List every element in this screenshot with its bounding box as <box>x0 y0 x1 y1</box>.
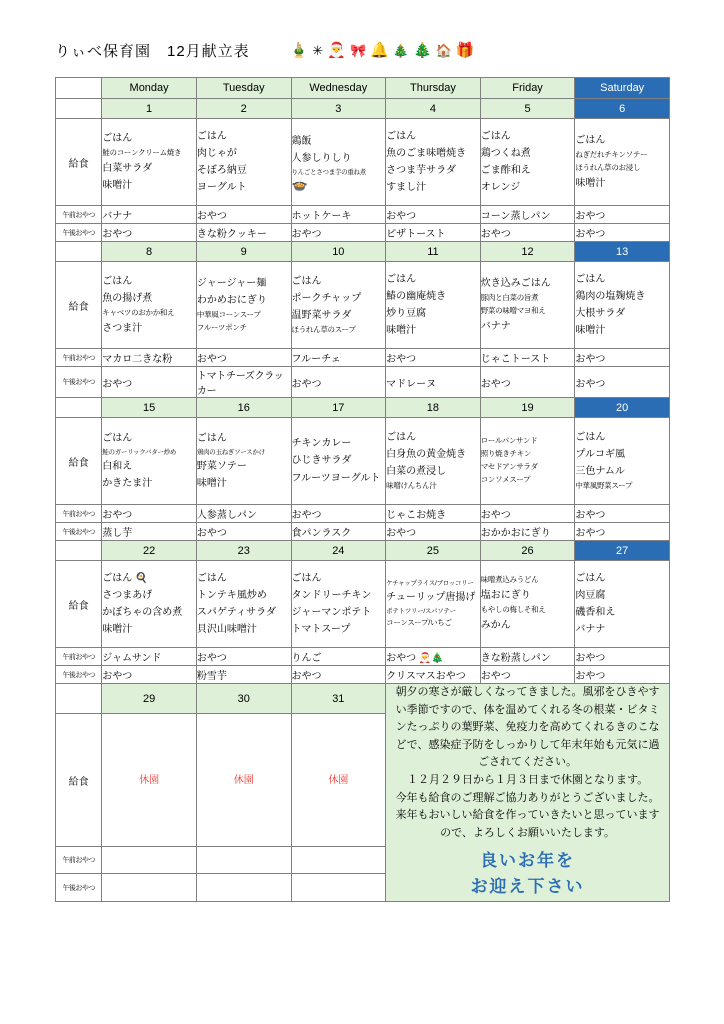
date-cell: 10 <box>291 242 386 262</box>
meal-item: ロールパンサンド <box>480 436 538 446</box>
am-snack-cell: おやつ <box>196 648 291 666</box>
meal-item: 味噌汁 <box>386 325 417 337</box>
am-snack-cell <box>291 846 386 873</box>
am-snack-cell: おやつ <box>575 349 670 367</box>
pm-snack-cell: おやつ <box>291 666 386 684</box>
meal-item: 中華風コーンスープ <box>196 310 261 320</box>
header-thursday: Thursday <box>386 78 481 99</box>
am-snack-row-week1 <box>56 206 670 224</box>
pm-snack-row-week2 <box>56 367 670 398</box>
closed-cell: 休園 <box>102 714 197 846</box>
meal-item: ごはん <box>102 432 133 444</box>
date-cell: 20 <box>575 398 670 418</box>
page-title: りぃべ保育園 12月献立表 <box>55 42 250 60</box>
am-snack-cell: おやつ <box>480 505 575 523</box>
meal-item: スパゲティサラダ <box>196 607 277 618</box>
pm-snack-cell: おやつ <box>196 523 291 541</box>
am-snack-cell: おやつ <box>386 206 481 224</box>
meal-item: ヨーグルト <box>196 182 247 194</box>
meal-item: ごはん 🍳 <box>102 572 148 584</box>
meal-cell <box>196 561 291 648</box>
meal-item: ごはん <box>291 275 322 287</box>
date-cell: 1 <box>102 99 197 119</box>
meal-item: 鶏つくね煮 <box>480 147 531 159</box>
meal-row-week4 <box>56 561 670 648</box>
sparkle-icon: ✳ <box>312 42 324 58</box>
am-snack-cell: じゃこお焼き <box>386 505 481 523</box>
meal-item: コーンスープ/いちご <box>386 618 452 628</box>
meal-item: ごはん <box>575 431 606 443</box>
date-cell: 15 <box>102 398 197 418</box>
meal-item: さつま芋サラダ <box>386 165 457 176</box>
meal-item: 三色ナムル <box>575 466 625 478</box>
meal-item: ポテトツリー/スパソテー <box>386 608 456 616</box>
meal-item: ジャーマンポテト <box>291 607 372 618</box>
am-snack-cell: おやつ <box>196 349 291 367</box>
date-cell: 22 <box>102 541 197 561</box>
am-snack-cell: おやつ <box>386 349 481 367</box>
meal-item: ごはん <box>102 275 133 287</box>
note-line: ので、よろしくお願いいたします。 <box>440 826 616 839</box>
note-line: 来年もおいしい給食を作っていきたいと思っています <box>395 809 660 822</box>
meal-item: 鶏肉の玉ねぎソースかけ <box>196 448 265 456</box>
am-snack-cell: おやつ <box>196 206 291 224</box>
meal-cell <box>480 561 575 648</box>
pm-snack-cell: おやつ <box>575 666 670 684</box>
am-snack-cell: きな粉蒸しパン <box>480 648 575 666</box>
meal-cell <box>102 418 197 505</box>
am-snack-cell: おやつ <box>575 206 670 224</box>
note-line: どで、感染症予防をしっかりして年末年始も元気に過 <box>395 738 660 751</box>
note-line: 今年も給食のご理解ご協力ありがとうございました。 <box>395 791 660 804</box>
new-year-greeting <box>386 848 669 900</box>
meal-item: ひじきサラダ <box>291 455 352 467</box>
header-tuesday: Tuesday <box>196 78 291 99</box>
pm-snack-cell: 粉雪芋 <box>196 666 291 684</box>
meal-cell <box>102 262 197 349</box>
date-cell: 4 <box>386 99 481 119</box>
meal-cell <box>291 561 386 648</box>
meal-row-week2 <box>56 262 670 349</box>
pm-snack-cell: おやつ <box>480 666 575 684</box>
meal-item: 味噌汁 <box>575 325 606 337</box>
meal-item: 塩おにぎり <box>480 589 531 601</box>
pm-snack-cell <box>102 874 197 901</box>
date-row-week3 <box>56 398 670 418</box>
meal-item: ごはん <box>291 572 322 584</box>
meal-cell <box>480 418 575 505</box>
meal-item: 人参しりしり <box>291 152 352 164</box>
header-saturday: Saturday <box>575 78 670 99</box>
meal-item: ケチャップライス/ブロッコリー <box>386 579 474 587</box>
meal-item: 肉豆腐 <box>575 589 606 601</box>
row-label-am-snack: 午前おやつ <box>56 505 102 523</box>
row-label-meal: 給食 <box>56 418 102 505</box>
meal-item: わかめおにぎり <box>196 295 267 307</box>
meal-item: すまし汁 <box>386 182 427 194</box>
meal-item: オレンジ <box>480 182 521 194</box>
meal-item: キャベツのおかか和え <box>102 308 175 318</box>
bell-icon: 🔔 <box>370 41 389 59</box>
meal-item: トマトスープ <box>291 624 351 636</box>
meal-cell <box>480 119 575 206</box>
date-cell: 2 <box>196 99 291 119</box>
pm-snack-cell: おやつ <box>575 367 670 398</box>
pm-snack-cell: おやつ <box>386 523 481 541</box>
note-line: １２月２９日から１月３日まで休園となります。 <box>407 773 649 786</box>
house-icon: 🏠 <box>435 42 452 58</box>
meal-item: 味噌汁 <box>575 177 606 189</box>
meal-item: 味噌汁 <box>102 180 133 192</box>
meal-item: ポークチャップ <box>291 292 362 304</box>
row-label-pm-snack: 午後おやつ <box>56 367 102 398</box>
meal-row-week3 <box>56 418 670 505</box>
pm-snack-row-week3 <box>56 523 670 541</box>
meal-item: ごはん <box>575 572 606 584</box>
meal-item: バナナ <box>480 320 511 332</box>
meal-item: りんごとさつま芋の重ね煮 <box>291 169 366 177</box>
meal-item: 味噌けんちん汁 <box>386 481 437 491</box>
meal-item: プルコギ風 <box>575 448 625 460</box>
meal-cell <box>196 119 291 206</box>
tree-icon-2: 🎄 <box>413 41 432 59</box>
meal-item: コンソメスープ <box>480 474 531 484</box>
date-row-label-w1 <box>56 99 102 119</box>
date-cell: 19 <box>480 398 575 418</box>
meal-cell <box>196 262 291 349</box>
menu-calendar-table <box>55 77 670 902</box>
date-row-week5 <box>56 684 670 714</box>
am-snack-cell <box>102 846 197 873</box>
monthly-note <box>386 684 670 902</box>
meal-item: フルーツポンチ <box>196 323 247 333</box>
greeting-line-2: お迎え下さい <box>470 876 585 897</box>
meal-item: 中華風野菜スープ <box>575 481 633 491</box>
pm-snack-cell: おやつ <box>102 367 197 398</box>
am-snack-cell: おやつ <box>575 648 670 666</box>
am-snack-cell: ジャムサンド <box>102 648 197 666</box>
pm-snack-cell: おやつ <box>291 367 386 398</box>
meal-item: かきたま汁 <box>102 478 153 490</box>
meal-item: 白和え <box>102 460 133 472</box>
header-friday: Friday <box>480 78 575 99</box>
am-snack-cell: ホットケーキ <box>291 206 386 224</box>
meal-item: ごはん <box>196 432 227 444</box>
meal-item: 味噌汁 <box>102 624 133 636</box>
date-cell: 26 <box>480 541 575 561</box>
am-snack-cell: マカロ二きな粉 <box>102 349 197 367</box>
am-snack-row-week3 <box>56 505 670 523</box>
meal-item-icon: 🍲 <box>291 178 308 192</box>
pm-snack-cell: クリスマスおやつ <box>386 666 481 684</box>
meal-row-week1 <box>56 119 670 206</box>
meal-item: 味噌煮込みうどん <box>480 574 539 584</box>
meal-item: 炒り豆腐 <box>386 308 427 319</box>
date-cell: 6 <box>575 99 670 119</box>
meal-cell <box>291 262 386 349</box>
row-label-meal: 給食 <box>56 561 102 648</box>
holiday-decoration-row <box>290 43 475 58</box>
meal-item: ほうれん草のお浸し <box>575 163 641 172</box>
meal-cell <box>291 418 386 505</box>
am-snack-cell: おやつ <box>575 505 670 523</box>
date-row-label-w2 <box>56 242 102 262</box>
date-row-week4 <box>56 541 670 561</box>
pm-snack-cell: きな粉クッキー <box>196 224 291 242</box>
pm-snack-cell <box>291 874 386 901</box>
date-cell: 24 <box>291 541 386 561</box>
pm-snack-cell: おやつ <box>575 224 670 242</box>
meal-item: ねぎだれチキンソテー <box>575 150 648 160</box>
row-label-am-snack: 午前おやつ <box>56 349 102 367</box>
pm-snack-cell: おやつ <box>102 666 197 684</box>
bamboo-icon: 🎍 <box>289 41 309 59</box>
header-wednesday: Wednesday <box>291 78 386 99</box>
meal-item: ごはん <box>102 132 133 144</box>
row-label-pm-snack: 午後おやつ <box>56 523 102 541</box>
pm-snack-cell: おかかおにぎり <box>480 523 575 541</box>
pm-snack-cell: おやつ <box>575 523 670 541</box>
meal-item: 肉じゃが <box>196 147 237 159</box>
date-cell: 13 <box>575 242 670 262</box>
date-row-label-w3 <box>56 398 102 418</box>
meal-item: 魚のごま味噌焼き <box>386 147 467 159</box>
am-snack-cell: じゃこトースト <box>480 349 575 367</box>
meal-cell <box>575 418 670 505</box>
closed-cell: 休園 <box>291 714 386 846</box>
meal-item: みかん <box>480 619 511 631</box>
date-cell: 29 <box>102 684 197 714</box>
date-cell: 23 <box>196 541 291 561</box>
meal-cell <box>291 119 386 206</box>
meal-item: トンテキ風炒め <box>196 589 267 601</box>
meal-item: 野菜ソテー <box>196 460 247 472</box>
pm-snack-cell: おやつ <box>291 224 386 242</box>
meal-cell <box>386 119 481 206</box>
gift-icon: 🎁 <box>455 41 475 59</box>
meal-item: 温野菜サラダ <box>291 310 352 322</box>
am-snack-cell: フルーチェ <box>291 349 386 367</box>
meal-cell <box>575 262 670 349</box>
date-cell: 11 <box>386 242 481 262</box>
date-cell: 3 <box>291 99 386 119</box>
date-cell: 5 <box>480 99 575 119</box>
am-snack-cell <box>196 846 291 873</box>
am-snack-cell: 人参蒸しパン <box>196 505 291 523</box>
meal-item: ごはん <box>196 130 227 142</box>
meal-item: マセドアンサラダ <box>480 462 538 471</box>
meal-cell <box>480 262 575 349</box>
meal-item: 魚の揚げ煮 <box>102 292 153 304</box>
meal-cell <box>102 561 197 648</box>
row-label-pm-snack: 午後おやつ <box>56 874 102 901</box>
date-cell: 30 <box>196 684 291 714</box>
date-cell: 25 <box>386 541 481 561</box>
date-cell: 27 <box>575 541 670 561</box>
meal-item: 豚肉と白菜の旨煮 <box>480 293 539 303</box>
meal-item: 炊き込みごはん <box>480 277 551 289</box>
meal-item: かぼちゃの含め煮 <box>102 607 183 618</box>
am-snack-cell: おやつ <box>291 505 386 523</box>
row-label-meal: 給食 <box>56 714 102 846</box>
meal-item: フルーツヨーグルト <box>291 472 381 484</box>
date-row-week2 <box>56 242 670 262</box>
date-cell: 12 <box>480 242 575 262</box>
am-snack-row-week2 <box>56 349 670 367</box>
meal-item: ごはん <box>196 572 227 584</box>
greeting-line-1: 良いお年を <box>480 851 576 872</box>
row-label-pm-snack: 午後おやつ <box>56 224 102 242</box>
meal-item: 鶏飯 <box>291 135 312 147</box>
ribbon-icon: 🎀 <box>349 42 367 58</box>
pm-snack-cell: おやつ <box>480 224 575 242</box>
pm-snack-cell: ピザトースト <box>386 224 481 242</box>
row-label-am-snack: 午前おやつ <box>56 846 102 873</box>
date-row-label-w4 <box>56 541 102 561</box>
pm-snack-cell: マドレーヌ <box>386 367 481 398</box>
meal-item: 鮭のコーンクリーム焼き <box>102 147 182 157</box>
header-monday: Monday <box>102 78 197 99</box>
am-snack-cell: おやつ 🎅🎄 <box>386 648 481 666</box>
row-label-meal: 給食 <box>56 119 102 206</box>
meal-item: チューリップ唐揚げ <box>386 591 476 603</box>
row-label-am-snack: 午前おやつ <box>56 206 102 224</box>
weekday-header-row <box>56 78 670 99</box>
meal-item: 貝沢山味噌汁 <box>196 624 257 636</box>
meal-item: タンドリーチキン <box>291 589 372 601</box>
note-line: い季節ですので、体を温めてくれる冬の根菜・ビタミ <box>395 703 660 716</box>
document-header <box>0 30 724 70</box>
pm-snack-cell <box>196 874 291 901</box>
meal-item: さつまあげ <box>102 589 153 601</box>
meal-item: もやしの梅しそ和え <box>480 605 546 614</box>
date-cell: 9 <box>196 242 291 262</box>
meal-item: バナナ <box>575 624 606 636</box>
closed-cell: 休園 <box>196 714 291 846</box>
meal-item: 味噌汁 <box>196 478 227 490</box>
pm-snack-cell: おやつ <box>102 224 197 242</box>
meal-item: ごはん <box>575 134 606 146</box>
note-line: ごされてください。 <box>478 756 578 769</box>
date-cell: 17 <box>291 398 386 418</box>
meal-cell <box>196 418 291 505</box>
pm-snack-row-week4 <box>56 666 670 684</box>
meal-item: ごはん <box>386 273 417 285</box>
meal-item: ほうれん草のスープ <box>291 325 356 335</box>
meal-item: ごはん <box>386 431 417 443</box>
meal-cell <box>386 561 481 648</box>
meal-item: チキンカレー <box>291 438 352 450</box>
row-label-meal: 給食 <box>56 262 102 349</box>
meal-cell <box>386 418 481 505</box>
date-cell: 31 <box>291 684 386 714</box>
date-cell: 8 <box>102 242 197 262</box>
meal-cell <box>575 119 670 206</box>
meal-item: 野菜の味噌マヨ和え <box>480 306 546 315</box>
meal-item: ごはん <box>480 130 511 142</box>
date-row-week1 <box>56 99 670 119</box>
row-label-am-snack: 午前おやつ <box>56 648 102 666</box>
date-row-label-w5 <box>56 684 102 714</box>
pm-snack-cell: 蒸し芋 <box>102 523 197 541</box>
meal-item: そぼろ納豆 <box>196 165 247 176</box>
note-line: 朝夕の寒さが厳しくなってきました。風邪をひきやす <box>395 686 660 698</box>
header-corner <box>56 78 102 99</box>
meal-item: ごはん <box>575 273 606 285</box>
tree-icon-1: 🎄 <box>392 42 410 58</box>
meal-item: 照り焼きチキン <box>480 449 532 459</box>
meal-cell <box>386 262 481 349</box>
pm-snack-cell: おやつ <box>480 367 575 398</box>
date-cell: 18 <box>386 398 481 418</box>
note-line: ンたっぷりの葉野菜、免疫力を高めてくれるきのこな <box>395 721 660 734</box>
meal-item: 白菜サラダ <box>102 162 153 174</box>
meal-item: 白菜の煮浸し <box>386 466 447 478</box>
am-snack-cell: バナナ <box>102 206 197 224</box>
meal-item: ごま酢和え <box>480 165 531 176</box>
am-snack-row-week4 <box>56 648 670 666</box>
row-label-pm-snack: 午後おやつ <box>56 666 102 684</box>
am-snack-cell: おやつ <box>102 505 197 523</box>
pm-snack-cell: トマトチーズクラッカー <box>196 367 291 398</box>
meal-item: 白身魚の黄金焼き <box>386 448 467 460</box>
pm-snack-row-week1 <box>56 224 670 242</box>
meal-item: 鶏肉の塩麹焼き <box>575 290 646 302</box>
meal-item: 磯香和え <box>575 607 616 618</box>
meal-item: ごはん <box>386 130 417 142</box>
meal-item: 鰆の幽庵焼き <box>386 290 447 302</box>
meal-item: ジャージャー麺 <box>196 277 267 289</box>
meal-item: さつま汁 <box>102 323 143 335</box>
meal-item: 大根サラダ <box>575 308 626 319</box>
meal-cell <box>102 119 197 206</box>
am-snack-cell: コーン蒸しパン <box>480 206 575 224</box>
date-cell: 16 <box>196 398 291 418</box>
santa-icon: 🎅 <box>327 41 346 59</box>
pm-snack-cell: 食パンラスク <box>291 523 386 541</box>
meal-cell <box>575 561 670 648</box>
am-snack-cell: りんご <box>291 648 386 666</box>
meal-item: 鮭のガーリックバター炒め <box>102 448 177 456</box>
